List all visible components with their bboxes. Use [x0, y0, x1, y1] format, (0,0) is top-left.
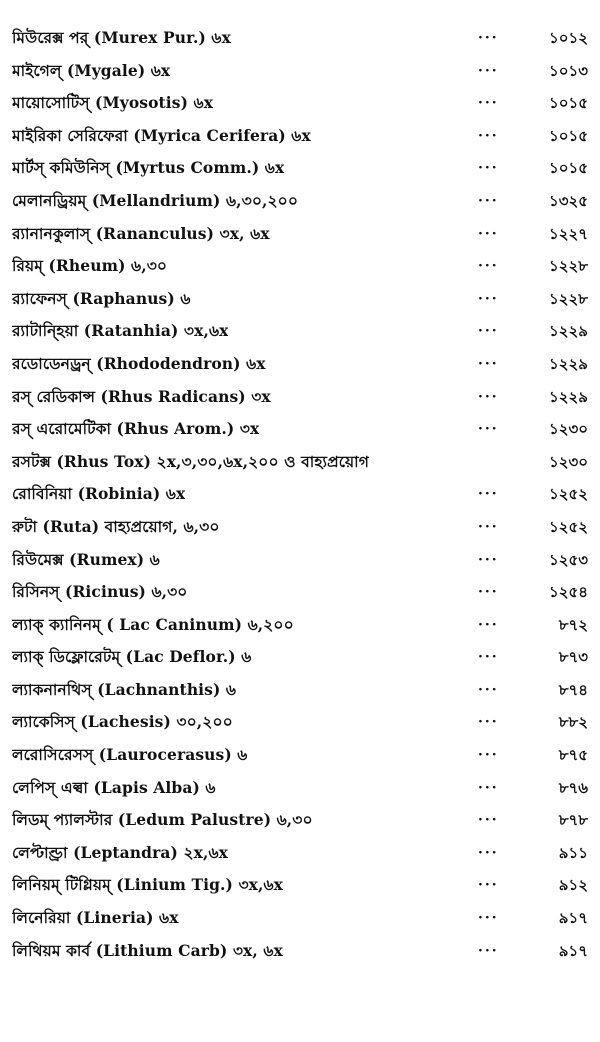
remedy-name: রডোডেনড্রন্ (Rhododendron) ৬x: [12, 353, 266, 373]
leader-dots: ···: [478, 584, 499, 601]
page-number: ১০১৫: [549, 94, 588, 113]
page-number: ১২৫৪: [549, 583, 588, 602]
leader-dots: ···: [478, 812, 499, 829]
index-entry: [0, 413, 600, 446]
remedy-name: রুটা (Ruta) বাহ্যপ্রয়োগ, ৬,৩০: [12, 516, 220, 536]
remedy-name: মাইগেল্ (Mygale) ৬x: [12, 60, 171, 80]
index-entry: [0, 576, 600, 609]
leader-dots: ···: [478, 225, 499, 242]
remedy-name: রসটক্স (Rhus Tox) ২x,৩,৩০,৬x,২০০ ও বাহ্যপ্রয়োগ: [12, 451, 369, 471]
page-number: ১২২৯: [549, 322, 588, 341]
index-entry: [0, 609, 600, 642]
index-entry: [0, 381, 600, 414]
page-number: ৯১২: [558, 876, 588, 895]
leader-dots: ···: [478, 747, 499, 764]
leader-dots: ···: [478, 551, 499, 568]
remedy-name: লিথিয়ম কার্ব (Lithium Carb) ৩x, ৬x: [12, 940, 283, 960]
remedy-name: লিনিয়ম্ টিগ্লিয়ম্ (Linium Tig.) ৩x,৬x: [12, 875, 283, 895]
page-number: ৯১১: [558, 843, 588, 862]
page-number: ১২৩০: [549, 452, 588, 471]
index-entry: [0, 772, 600, 805]
leader-dots: ···: [478, 95, 499, 112]
leader-dots: ···: [478, 616, 499, 633]
remedy-name: র‍্যাটান্হিয়া (Ratanhia) ৩x,৬x: [12, 321, 229, 341]
page-number: ১০১৫: [549, 159, 588, 178]
index-entry: [0, 185, 600, 218]
remedy-name: ল্যাক্ ডিফ্লোরেটম্ (Lac Deflor.) ৬: [12, 647, 252, 667]
remedy-name: র‍্যানানকুলাস্ (Rananculus) ৩x, ৬x: [12, 223, 270, 243]
leader-dots: ···: [478, 388, 499, 405]
leader-dots: ···: [478, 323, 499, 340]
remedy-name: রস্ এরোমেটিকা (Rhus Arom.) ৩x: [12, 419, 260, 439]
remedy-name: লিডম্ প্যালস্টার (Ledum Palustre) ৬,৩০: [12, 810, 313, 830]
remedy-name: মাইরিকা সেরিফেরা (Myrica Cerifera) ৬x: [12, 125, 311, 145]
remedy-name: রিসিনস্ (Ricinus) ৬,৩০: [12, 582, 188, 602]
leader-dots: ···: [478, 127, 499, 144]
remedy-name: রিউমেক্স (Rumex) ৬: [12, 549, 160, 569]
index-entry: [0, 218, 600, 251]
remedy-name: লেপিস্ এল্বা (Lapis Alba) ৬: [12, 777, 216, 797]
index-entry: [0, 250, 600, 283]
page-number: ১২২৮: [549, 289, 588, 308]
remedy-name: ল্যাকনানথিস্ (Lachnanthis) ৬: [12, 679, 237, 699]
index-entry: [0, 22, 600, 55]
remedy-name: লেপ্টাণ্ড্রা (Leptandra) ২x,৬x: [12, 842, 228, 862]
remedy-name: লরোসিরেসস্ (Laurocerasus) ৬: [12, 745, 248, 765]
leader-dots: ···: [478, 290, 499, 307]
remedy-name: রোবিনিয়া (Robinia) ৬x: [12, 484, 186, 504]
leader-dots: ···: [478, 160, 499, 177]
index-entry: [0, 902, 600, 935]
index-entry: [0, 869, 600, 902]
leader-dots: ···: [478, 844, 499, 861]
leader-dots: ···: [478, 942, 499, 959]
index-entry: [0, 935, 600, 968]
page-number: ৮৭৩: [558, 648, 588, 667]
index-entry: [0, 739, 600, 772]
index-entry: [0, 706, 600, 739]
leader-dots: ···: [478, 518, 499, 535]
page-number: ১০১২: [549, 29, 588, 47]
page-number: ১২৫৩: [549, 550, 588, 569]
page-number: ১৩২৫: [549, 191, 588, 210]
page-number: ১২২৯: [549, 354, 588, 373]
index-entry: [0, 120, 600, 153]
remedy-name: রিয়ম্ (Rheum) ৬,৩০: [12, 256, 168, 276]
remedy-name: মিউরেক্স পর্ (Murex Pur.) ৬x: [12, 28, 231, 47]
page-number: ৮৭৪: [558, 680, 588, 699]
remedy-name: মায়োসোটিস্ (Myosotis) ৬x: [12, 93, 214, 113]
leader-dots: ···: [478, 62, 499, 79]
remedy-name: ল্যাকেসিস্ (Lachesis) ৩০,২০০: [12, 712, 233, 732]
index-entry: [0, 837, 600, 870]
page-number: ১২৫২: [549, 485, 588, 504]
remedy-name: লিনেরিয়া (Lineria) ৬x: [12, 908, 179, 928]
index-entry: [0, 446, 600, 479]
page-number: ৯১৭: [558, 909, 588, 928]
leader-dots: ···: [478, 649, 499, 666]
page-number: ৮৭৫: [558, 746, 588, 765]
page-number: ৮৮২: [558, 713, 588, 732]
remedy-name: র‍্যাফেনস্ (Raphanus) ৬: [12, 288, 191, 308]
index-entry: [0, 544, 600, 577]
page-number: ৮৭২: [558, 615, 588, 634]
leader-dots: ···: [478, 258, 499, 275]
page-number: ৯১৭: [558, 941, 588, 960]
index-entry: [0, 348, 600, 381]
index-entry: [0, 478, 600, 511]
leader-dots: ···: [478, 192, 499, 209]
page-number: ১২৩০: [549, 420, 588, 439]
index-entry: [0, 315, 600, 348]
page-number: ৮৭৮: [558, 811, 588, 830]
index-entry: [0, 674, 600, 707]
page-number: ১২২৭: [549, 224, 588, 243]
leader-dots: ···: [478, 779, 499, 796]
index-entry: [0, 804, 600, 837]
remedy-index-list: [0, 22, 600, 967]
leader-dots: ···: [478, 355, 499, 372]
page-number: ১০১৩: [549, 61, 588, 80]
leader-dots: ···: [478, 681, 499, 698]
index-entry: [0, 283, 600, 316]
index-entry: [0, 152, 600, 185]
page-number: ১২৫২: [549, 517, 588, 536]
index-entry: [0, 511, 600, 544]
remedy-name: রস্ রেডিকান্স (Rhus Radicans) ৩x: [12, 386, 271, 406]
index-entry: [0, 641, 600, 674]
index-entry: [0, 55, 600, 88]
index-entry: [0, 87, 600, 120]
page-number: ১০১৫: [549, 126, 588, 145]
leader-dots: ···: [478, 714, 499, 731]
leader-dots: ···: [478, 486, 499, 503]
remedy-name: ল্যাক্ ক্যানিনম্ ( Lac Caninum) ৬,২০০: [12, 614, 294, 634]
leader-dots: ···: [478, 910, 499, 927]
remedy-name: মেলানড্রিয়ম্ (Mellandrium) ৬,৩০,২০০: [12, 190, 299, 210]
leader-dots: ···: [478, 421, 499, 438]
leader-dots: ···: [478, 877, 499, 894]
remedy-name: মার্টস্ কমিউনিস্ (Myrtus Comm.) ৬x: [12, 158, 285, 178]
page-number: ১২২৯: [549, 387, 588, 406]
leader-dots: ···: [478, 30, 499, 46]
page-number: ৮৭৬: [558, 778, 588, 797]
page-number: ১২২৮: [549, 257, 588, 276]
